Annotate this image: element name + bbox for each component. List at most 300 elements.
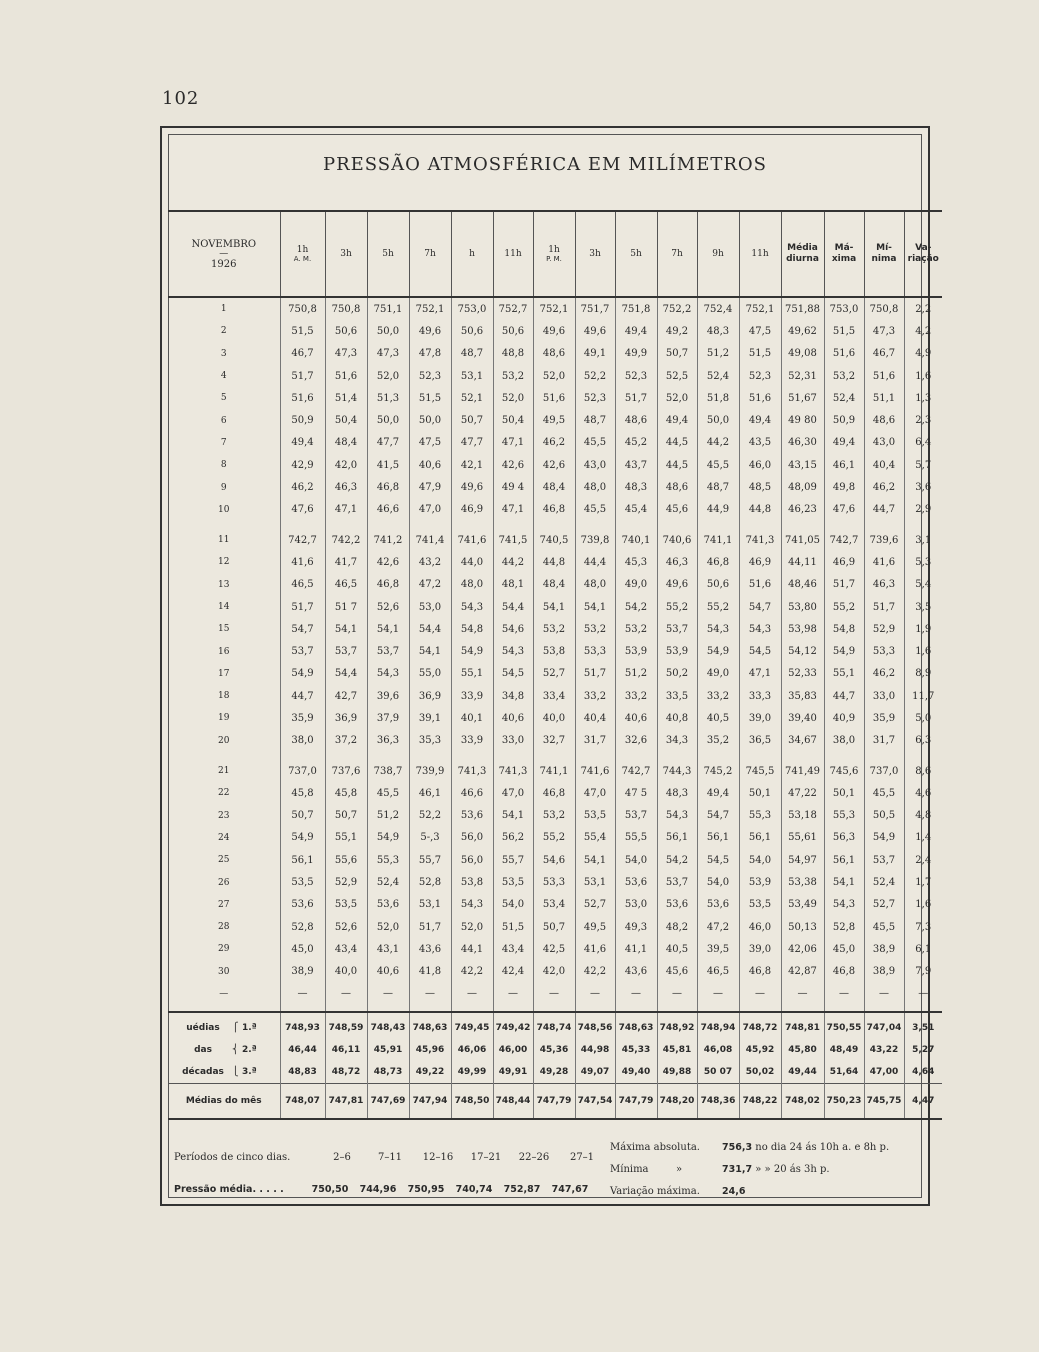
value-cell: 53,4 (533, 894, 575, 916)
value-cell: 35,9 (864, 707, 904, 729)
column-header (533, 211, 575, 297)
column-header-top: Mí- (876, 243, 892, 253)
gap-cell (325, 752, 367, 760)
value-cell: 46,8 (367, 574, 409, 596)
value-cell: 41,5 (367, 454, 409, 476)
value-cell: 50,13 (781, 916, 824, 938)
value-cell: 49,5 (533, 409, 575, 431)
monthly-mean-cell: 4,47 (904, 1083, 942, 1119)
column-header (781, 211, 824, 297)
value-cell: 41,8 (409, 961, 451, 983)
value-cell: 55,1 (824, 663, 864, 685)
value-cell: 46,8 (367, 476, 409, 498)
table-row (168, 297, 942, 320)
spacer-cell (168, 1005, 280, 1012)
value-cell: 45,5 (367, 782, 409, 804)
column-header-bottom: nima (871, 254, 897, 264)
value-cell: 50,0 (367, 320, 409, 342)
monthly-mean-cell: 750,23 (824, 1083, 864, 1119)
dash-cell: — (864, 983, 904, 1005)
value-cell: 48,0 (575, 574, 615, 596)
value-cell: 45,5 (697, 454, 739, 476)
value-cell: 741,2 (367, 529, 409, 551)
value-cell: 1,4 (904, 827, 942, 849)
value-cell: 52,7 (533, 663, 575, 685)
value-cell: 53,5 (493, 871, 533, 893)
value-cell: 49,6 (533, 320, 575, 342)
value-cell: 50,9 (280, 409, 325, 431)
column-header-top: 3h (589, 249, 601, 259)
value-cell: 48,3 (657, 782, 697, 804)
value-cell: 54,4 (325, 663, 367, 685)
value-cell: 53,3 (533, 871, 575, 893)
value-cell: 741,05 (781, 529, 824, 551)
value-cell: 753,0 (451, 297, 493, 320)
pressure-value: 740,74 (455, 1184, 493, 1195)
dash-row (168, 983, 942, 1005)
value-cell: 49,9 (615, 343, 657, 365)
value-cell: 48,6 (864, 409, 904, 431)
decade-label-text: uédias (186, 1022, 220, 1033)
value-cell: 54,9 (697, 640, 739, 662)
value-cell: 49,6 (409, 320, 451, 342)
column-header-top: 1h (548, 245, 560, 255)
spacer-cell (697, 1005, 739, 1012)
value-cell: 33,5 (657, 685, 697, 707)
gap-cell (697, 521, 739, 529)
spacer-cell (280, 1005, 325, 1012)
value-cell: 50,7 (280, 805, 325, 827)
gap-cell (697, 752, 739, 760)
value-cell: 54,9 (367, 827, 409, 849)
value-cell: 48,0 (575, 476, 615, 498)
table-row (168, 760, 942, 782)
value-cell: 40,5 (657, 938, 697, 960)
periods-label: Períodos de cinco dias. (174, 1152, 291, 1163)
gap-cell (904, 752, 942, 760)
value-cell: 45,6 (657, 961, 697, 983)
value-cell: 47,1 (493, 432, 533, 454)
table-row (168, 409, 942, 431)
value-cell: 55,6 (325, 849, 367, 871)
gap-cell (657, 752, 697, 760)
value-cell: 2,2 (904, 297, 942, 320)
value-cell: 46,23 (781, 499, 824, 521)
value-cell: 48,46 (781, 574, 824, 596)
value-cell: 5,0 (904, 707, 942, 729)
value-cell: 45,0 (280, 938, 325, 960)
gap-cell (325, 521, 367, 529)
value-cell: 47,1 (325, 499, 367, 521)
value-cell: 42,2 (575, 961, 615, 983)
value-cell: 741,3 (451, 760, 493, 782)
value-cell: 53,7 (657, 871, 697, 893)
spacer-cell (325, 1005, 367, 1012)
value-cell: 54,6 (533, 849, 575, 871)
value-cell: 43,6 (409, 938, 451, 960)
value-cell: 737,6 (325, 760, 367, 782)
dash-cell: — (451, 983, 493, 1005)
decade-mean-cell: 748,43 (367, 1012, 409, 1039)
value-cell: 46,3 (657, 551, 697, 573)
value-cell: 49,6 (451, 476, 493, 498)
value-cell: 42,7 (325, 685, 367, 707)
value-cell: 741,1 (697, 529, 739, 551)
decade-ordinal: 1.ª (242, 1022, 257, 1033)
value-cell: 5-,3 (409, 827, 451, 849)
value-cell: 55,2 (824, 596, 864, 618)
value-cell: 51,8 (697, 387, 739, 409)
value-cell: 47,3 (864, 320, 904, 342)
value-cell: 46,1 (409, 782, 451, 804)
value-cell: 49,2 (657, 320, 697, 342)
table-row (168, 730, 942, 752)
value-cell: 739,9 (409, 760, 451, 782)
value-cell: 50,0 (697, 409, 739, 431)
value-cell: 54,4 (493, 596, 533, 618)
value-cell: 46,0 (739, 454, 781, 476)
value-cell: 53,2 (615, 618, 657, 640)
dash-cell: — (904, 983, 942, 1005)
value-cell: 51,7 (824, 574, 864, 596)
column-header (325, 211, 367, 297)
value-cell: 32,7 (533, 730, 575, 752)
gap-cell (824, 521, 864, 529)
value-cell: 48,6 (533, 343, 575, 365)
value-cell: 54,0 (697, 871, 739, 893)
value-cell: 51,6 (533, 387, 575, 409)
table-row (168, 961, 942, 983)
spacer-cell (864, 1005, 904, 1012)
dash-cell: — (739, 983, 781, 1005)
value-cell: 53,9 (739, 871, 781, 893)
value-cell: 51,6 (824, 343, 864, 365)
column-header (697, 211, 739, 297)
table-row (168, 663, 942, 685)
value-cell: 4,6 (904, 782, 942, 804)
value-cell: 45,5 (575, 499, 615, 521)
value-cell: 47,6 (824, 499, 864, 521)
value-cell: 46,3 (864, 574, 904, 596)
value-cell: 53,1 (409, 894, 451, 916)
value-cell: 45,5 (864, 916, 904, 938)
gap-cell (168, 752, 280, 760)
value-cell: 49,08 (781, 343, 824, 365)
decade-mean-cell: 748,56 (575, 1012, 615, 1039)
value-cell: 50,5 (864, 805, 904, 827)
value-cell: 42,6 (533, 454, 575, 476)
value-cell: 41,6 (280, 551, 325, 573)
table-row (168, 849, 942, 871)
value-cell: 50,7 (533, 916, 575, 938)
value-cell: 54,9 (451, 640, 493, 662)
value-cell: 52,0 (367, 916, 409, 938)
value-cell: 51,5 (824, 320, 864, 342)
value-cell: 48,3 (615, 476, 657, 498)
column-header-top: 9h (712, 249, 724, 259)
value-cell: 45,6 (657, 499, 697, 521)
column-header (657, 211, 697, 297)
spacer-cell (824, 1005, 864, 1012)
value-cell: 44,1 (451, 938, 493, 960)
value-cell: 5,4 (904, 574, 942, 596)
column-header-top: 7h (671, 249, 683, 259)
value-cell: 739,8 (575, 529, 615, 551)
value-cell: 51,2 (615, 663, 657, 685)
gap-cell (739, 752, 781, 760)
day-cell: 28 (218, 922, 230, 933)
value-cell: 52,8 (824, 916, 864, 938)
value-cell: 40,5 (697, 707, 739, 729)
value-cell: 48,4 (533, 574, 575, 596)
decade-mean-cell: 50 07 (697, 1061, 739, 1084)
value-cell: 4,8 (904, 805, 942, 827)
decade-mean-cell: 48,73 (367, 1061, 409, 1084)
value-cell: 54,9 (824, 640, 864, 662)
value-cell: 43,1 (367, 938, 409, 960)
value-cell: 45,8 (325, 782, 367, 804)
value-cell: 44,8 (739, 499, 781, 521)
value-cell: 5,3 (904, 551, 942, 573)
value-cell: 40,0 (533, 707, 575, 729)
decade-mean-cell: 50,02 (739, 1061, 781, 1084)
decade-mean-cell: 45,81 (657, 1039, 697, 1061)
month-year: 1926 (211, 258, 237, 270)
period-value: 17–21 (470, 1152, 502, 1163)
value-cell: 54,1 (575, 596, 615, 618)
value-cell: 40,4 (575, 707, 615, 729)
monthly-mean-cell: 748,22 (739, 1083, 781, 1119)
value-cell: 750,8 (280, 297, 325, 320)
decade-mean-cell: 45,96 (409, 1039, 451, 1061)
value-cell: 54,3 (657, 805, 697, 827)
value-cell: 51,5 (280, 320, 325, 342)
dash-cell: — (367, 983, 409, 1005)
pressure-label: Pressão média. . . . . (174, 1184, 284, 1195)
value-cell: 33,0 (493, 730, 533, 752)
value-cell: 53,5 (575, 805, 615, 827)
value-cell: 56,2 (493, 827, 533, 849)
value-cell: 53,6 (657, 894, 697, 916)
max-text: no dia 24 ás 10h a. e 8h p. (755, 1142, 890, 1153)
decade-mean-cell: 49,28 (533, 1061, 575, 1084)
spacer-cell (739, 1005, 781, 1012)
value-cell: 39,1 (409, 707, 451, 729)
decade-ordinal: 3.ª (242, 1066, 257, 1077)
decade-label (168, 1012, 280, 1039)
value-cell: 36,9 (409, 685, 451, 707)
column-header-top: 5h (630, 249, 642, 259)
monthly-mean-cell: 745,75 (864, 1083, 904, 1119)
value-cell: 43,4 (493, 938, 533, 960)
value-cell: 47,9 (409, 476, 451, 498)
value-cell: 54,9 (280, 827, 325, 849)
table-row (168, 365, 942, 387)
value-cell: 53,2 (824, 365, 864, 387)
value-cell: 1,6 (904, 365, 942, 387)
monthly-mean-cell: 747,81 (325, 1083, 367, 1119)
value-cell: 53,0 (615, 894, 657, 916)
decade-mean-cell: 45,92 (739, 1039, 781, 1061)
value-cell: 55,7 (493, 849, 533, 871)
value-cell: 52,33 (781, 663, 824, 685)
month-name: NOVEMBRO (191, 238, 257, 250)
value-cell: 40,6 (409, 454, 451, 476)
value-cell: 741,1 (533, 760, 575, 782)
value-cell: 46,5 (697, 961, 739, 983)
value-cell: 48,7 (451, 343, 493, 365)
value-cell: 48,09 (781, 476, 824, 498)
day-cell: 3 (220, 348, 227, 359)
value-cell: 47,3 (367, 343, 409, 365)
value-cell: 54,5 (493, 663, 533, 685)
header-row (168, 211, 942, 297)
value-cell: 745,2 (697, 760, 739, 782)
value-cell: 741,49 (781, 760, 824, 782)
decade-mean-cell: 748,63 (409, 1012, 451, 1039)
value-cell: 53,6 (451, 805, 493, 827)
table-frame (160, 126, 939, 1206)
value-cell: 745,6 (824, 760, 864, 782)
value-cell: 53,7 (280, 640, 325, 662)
value-cell: 52,0 (367, 365, 409, 387)
value-cell: 54,3 (493, 640, 533, 662)
gap-cell (409, 521, 451, 529)
value-cell: 53,5 (739, 894, 781, 916)
value-cell: 54,7 (697, 805, 739, 827)
value-cell: 49,6 (575, 320, 615, 342)
decade-mean-cell: 49,40 (615, 1061, 657, 1084)
value-cell: 45,3 (615, 551, 657, 573)
value-cell: 54,3 (697, 618, 739, 640)
value-cell: 46,8 (739, 961, 781, 983)
month-header (168, 211, 280, 297)
value-cell: 32,6 (615, 730, 657, 752)
value-cell: 53,9 (657, 640, 697, 662)
value-cell: 750,8 (325, 297, 367, 320)
value-cell: 47,1 (493, 499, 533, 521)
value-cell: 54,1 (533, 596, 575, 618)
dash-cell: — (781, 983, 824, 1005)
column-header-top: 11h (504, 249, 522, 259)
table-row (168, 387, 942, 409)
day-cell: 18 (218, 691, 230, 702)
value-cell: 49,0 (697, 663, 739, 685)
decade-gap (168, 521, 942, 529)
table-row (168, 685, 942, 707)
value-cell: 33,2 (575, 685, 615, 707)
gap-cell (451, 752, 493, 760)
value-cell: 33,2 (697, 685, 739, 707)
value-cell: 35,2 (697, 730, 739, 752)
pressure-values (306, 1184, 594, 1195)
column-header (904, 211, 942, 297)
day-cell: 21 (218, 766, 230, 777)
value-cell: 49,4 (615, 320, 657, 342)
value-cell: 43,7 (615, 454, 657, 476)
decade-mean-cell: 49,88 (657, 1061, 697, 1084)
brace-mark: ⎩ (232, 1066, 239, 1077)
value-cell: 44,5 (657, 454, 697, 476)
value-cell: 49,3 (615, 916, 657, 938)
table-row (168, 574, 942, 596)
decade-label (168, 1061, 280, 1084)
value-cell: 752,1 (533, 297, 575, 320)
table-body (168, 297, 942, 1119)
table-row (168, 551, 942, 573)
table-row (168, 916, 942, 938)
value-cell: 2,4 (904, 849, 942, 871)
decade-mean-cell: 48,49 (824, 1039, 864, 1061)
dash-cell: — (409, 983, 451, 1005)
value-cell: 36,5 (739, 730, 781, 752)
value-cell: 54,3 (451, 894, 493, 916)
decade-mean-cell: 748,72 (739, 1012, 781, 1039)
value-cell: 44,2 (697, 432, 739, 454)
value-cell: 33,0 (864, 685, 904, 707)
value-cell: 54,5 (739, 640, 781, 662)
value-cell: 49 4 (493, 476, 533, 498)
value-cell: 56,1 (824, 849, 864, 871)
value-cell: 742,2 (325, 529, 367, 551)
var-value: 24,6 (722, 1186, 746, 1197)
monthly-mean-cell: 747,54 (575, 1083, 615, 1119)
column-header-top: 3h (340, 249, 352, 259)
value-cell: 47,0 (409, 499, 451, 521)
value-cell: 46,6 (451, 782, 493, 804)
value-cell: 55,2 (533, 827, 575, 849)
page-number: 102 (162, 88, 200, 109)
value-cell: 56,1 (280, 849, 325, 871)
value-cell: 751,1 (367, 297, 409, 320)
column-header (575, 211, 615, 297)
dash-cell: — (493, 983, 533, 1005)
value-cell: 47,1 (739, 663, 781, 685)
value-cell: 48,7 (697, 476, 739, 498)
value-cell: 34,8 (493, 685, 533, 707)
decade-mean-cell: 748,92 (657, 1012, 697, 1039)
decade-mean-cell: 4,64 (904, 1061, 942, 1084)
value-cell: 45,5 (864, 782, 904, 804)
value-cell: 52,5 (657, 365, 697, 387)
value-cell: 37,2 (325, 730, 367, 752)
value-cell: 54,7 (739, 596, 781, 618)
column-header (739, 211, 781, 297)
value-cell: 53,1 (451, 365, 493, 387)
gap-cell (451, 521, 493, 529)
day-cell: 9 (220, 482, 227, 493)
value-cell: 54,1 (409, 640, 451, 662)
value-cell: 47,3 (325, 343, 367, 365)
spacer-cell (493, 1005, 533, 1012)
day-cell: 5 (220, 393, 227, 404)
value-cell: 50,6 (325, 320, 367, 342)
gap-cell (739, 521, 781, 529)
value-cell: 56,1 (657, 827, 697, 849)
value-cell: 49,4 (657, 409, 697, 431)
value-cell: 45,8 (280, 782, 325, 804)
value-cell: 55,1 (325, 827, 367, 849)
gap-cell (493, 521, 533, 529)
value-cell: 50,7 (657, 343, 697, 365)
gap-cell (904, 521, 942, 529)
value-cell: 53,8 (533, 640, 575, 662)
value-cell: 54,3 (367, 663, 409, 685)
value-cell: 39,6 (367, 685, 409, 707)
value-cell: 54,97 (781, 849, 824, 871)
value-cell: 50,6 (493, 320, 533, 342)
value-cell: 54,0 (739, 849, 781, 871)
